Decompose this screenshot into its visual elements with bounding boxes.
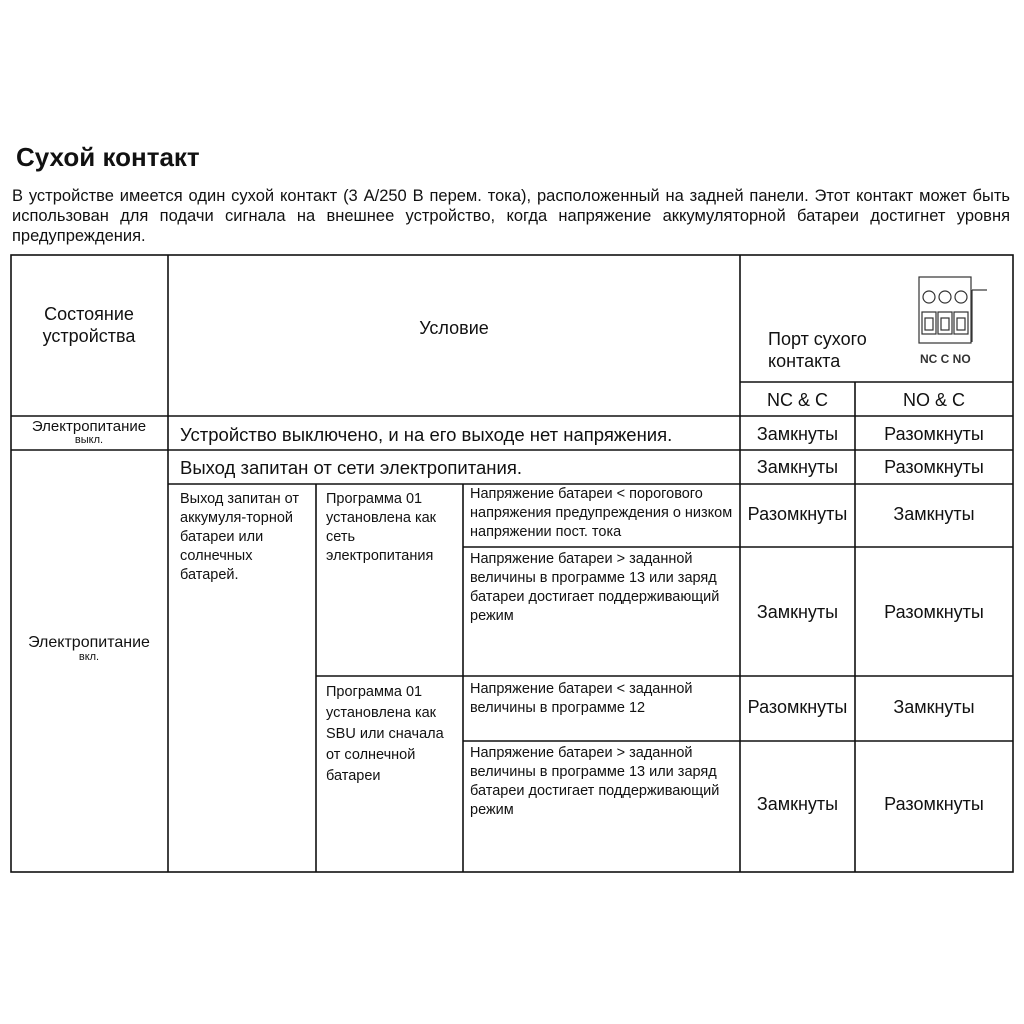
dry-contact-table bbox=[10, 254, 1014, 873]
program-grid-row-1-condition: Напряжение батареи < порогового напряжения предупреждения о низком напряжении пост. тока bbox=[470, 486, 733, 540]
dry-contact-terminal-icon bbox=[918, 276, 988, 375]
program-sbu-label: Программа 01 установлена как SBU или сначала от солнечной батареи bbox=[326, 684, 444, 784]
state-power-off-main: Электропитание bbox=[31, 418, 147, 435]
state-power-off bbox=[10, 419, 168, 446]
program-grid-label: Программа 01 установлена как сеть электропитания bbox=[326, 491, 437, 564]
grid-nc-c: Замкнуты bbox=[756, 457, 839, 477]
state-power-on-main: Электропитание bbox=[28, 634, 150, 651]
header-no-c: NO & C bbox=[902, 390, 965, 410]
power-off-nc-c: Замкнуты bbox=[756, 424, 839, 444]
state-power-on bbox=[10, 634, 168, 663]
state-power-off-sub: выкл. bbox=[74, 434, 104, 446]
program-sbu-row-2-no-c: Разомкнуты bbox=[884, 794, 984, 814]
program-grid-row-2-nc-c: Замкнуты bbox=[756, 602, 839, 622]
program-grid-row-2-no-c: Разомкнуты bbox=[884, 602, 984, 622]
power-off-condition: Устройство выключено, и на его выходе нет напряжения. bbox=[180, 424, 673, 445]
program-grid-row-2-condition: Напряжение батареи > заданной величины в программе 13 или заряд батареи достигает поддерживающий режим bbox=[470, 551, 720, 624]
terminal-labels: NC C NO bbox=[920, 352, 971, 366]
battery-source-condition: Выход запитан от аккумуля-торной батареи или солнечных батарей. bbox=[180, 491, 300, 583]
program-sbu-row-1-nc-c: Разомкнуты bbox=[747, 697, 848, 717]
grid-condition: Выход запитан от сети электропитания. bbox=[180, 457, 522, 478]
intro-paragraph bbox=[12, 186, 1010, 246]
intro-text: В устройстве имеется один сухой контакт (3 A/250 В перем. тока), расположенный на задней панели. Этот контакт может быть использован для подачи сигнала на внешнее устройство, когда напряжение аккумуляторной батареи достигнет уровня предупреждения. bbox=[12, 187, 1010, 245]
program-sbu-row-1-no-c: Замкнуты bbox=[893, 697, 975, 717]
page-title: Сухой контакт bbox=[16, 142, 200, 172]
header-dry-contact-port: Порт сухого контакта bbox=[768, 329, 867, 371]
program-grid-row-1-nc-c: Разомкнуты bbox=[747, 504, 848, 524]
grid-no-c: Разомкнуты bbox=[884, 457, 984, 477]
header-device-state: Состояние устройства bbox=[42, 304, 136, 346]
program-grid-row-1-no-c: Замкнуты bbox=[893, 504, 975, 524]
program-sbu-row-1-condition: Напряжение батареи < заданной величины в программе 12 bbox=[470, 681, 693, 716]
state-power-on-sub: вкл. bbox=[78, 651, 100, 663]
header-condition: Условие bbox=[419, 318, 489, 338]
program-sbu-row-2-nc-c: Замкнуты bbox=[756, 794, 839, 814]
power-off-no-c: Разомкнуты bbox=[884, 424, 984, 444]
header-nc-c: NC & C bbox=[766, 390, 828, 410]
program-sbu-row-2-condition: Напряжение батареи > заданной величины в программе 13 или заряд батареи достигает поддерживающий режим bbox=[470, 745, 720, 818]
